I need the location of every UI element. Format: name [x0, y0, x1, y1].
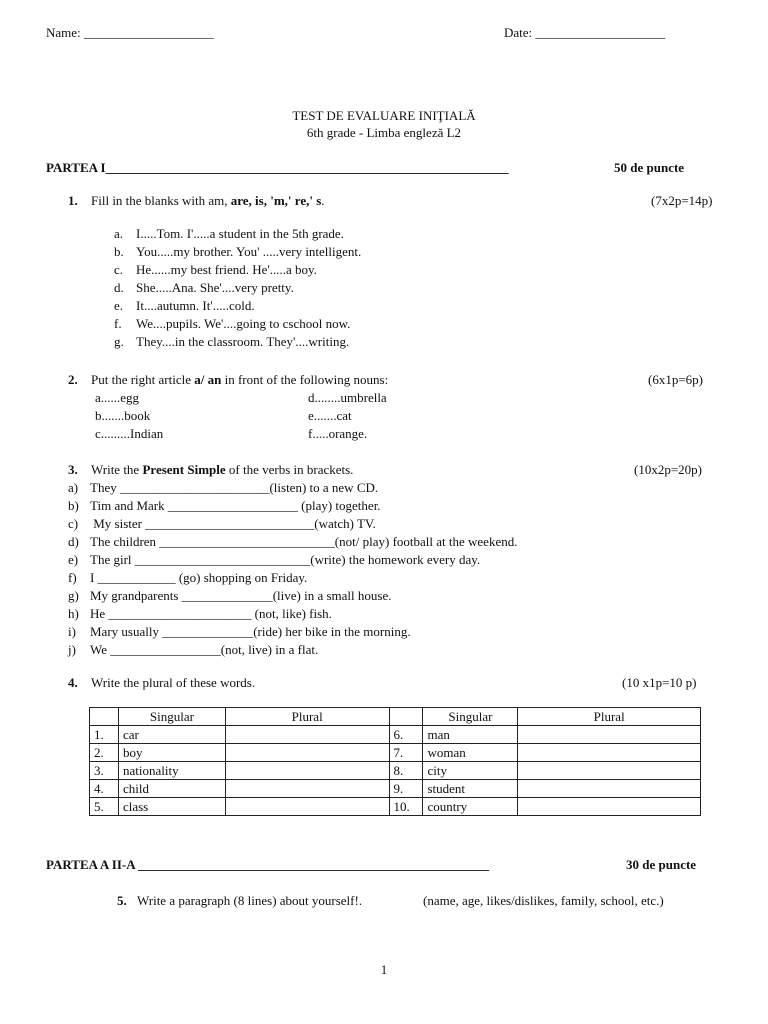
item-label: f. — [114, 316, 122, 331]
test-subtitle: 6th grade - Limba engleză L2 — [306, 125, 462, 140]
item-label: g) — [68, 588, 79, 603]
ex2-number: 2. — [68, 372, 78, 387]
plural-answer-cell[interactable] — [518, 780, 701, 798]
list-item — [114, 226, 361, 244]
ex1-instruction-a: Fill in the blanks with am, — [91, 193, 231, 208]
plural-answer-cell[interactable] — [518, 744, 701, 762]
table-row — [90, 726, 701, 744]
ex3-instruction-c: of the verbs in brackets. — [225, 462, 354, 477]
item-label: f) — [68, 570, 77, 585]
table-row — [90, 762, 701, 780]
ex5-instruction: Write a paragraph (8 lines) about yourself!. — [137, 893, 363, 908]
name-field-label: Name: ____________________ — [46, 25, 214, 40]
row-number: 1. — [90, 726, 119, 744]
list-item — [68, 516, 517, 534]
ex3-instruction-b: Present Simple — [142, 462, 226, 477]
ex2-noun-a: a......egg — [95, 390, 140, 405]
date-field-label: Date: ____________________ — [504, 25, 666, 40]
singular-word: class — [118, 798, 225, 816]
item-text: The girl ___________________________(write) the homework every day. — [90, 552, 481, 567]
item-text: Tim and Mark ____________________ (play) together. — [90, 498, 381, 513]
ex4-score: (10 x1p=10 p) — [622, 675, 697, 690]
ex1-instruction-b: are, is, 'm,' re,' s — [230, 193, 322, 208]
item-label: d) — [68, 534, 79, 549]
row-number: 9. — [389, 780, 423, 798]
list-item — [68, 498, 517, 516]
table-row — [90, 744, 701, 762]
item-label: d. — [114, 280, 124, 295]
ex1-number: 1. — [68, 193, 78, 208]
ex2-noun-e: e.......cat — [308, 408, 352, 423]
ex1-instruction-c: . — [321, 193, 325, 208]
item-text: I.....Tom. I'.....a student in the 5th grade. — [136, 226, 344, 241]
plural-answer-cell[interactable] — [518, 726, 701, 744]
item-text: My sister __________________________(watch) TV. — [90, 516, 376, 531]
ex2-instruction-b: a/ an — [194, 372, 222, 387]
table-header-singular: Singular — [118, 708, 225, 726]
ex5-hint: (name, age, likes/dislikes, family, school, etc.) — [423, 893, 664, 908]
item-text: I ____________ (go) shopping on Friday. — [90, 570, 308, 585]
table-header-cell — [90, 708, 119, 726]
singular-word: country — [423, 798, 518, 816]
plural-table — [89, 707, 701, 816]
singular-word: man — [423, 726, 518, 744]
item-text: They _______________________(listen) to a new CD. — [90, 480, 379, 495]
ex2-score: (6x1p=6p) — [648, 372, 703, 387]
item-label: e) — [68, 552, 79, 567]
item-label: b. — [114, 244, 124, 259]
singular-word: child — [118, 780, 225, 798]
plural-answer-cell[interactable] — [225, 726, 389, 744]
singular-word: car — [118, 726, 225, 744]
item-label: b) — [68, 498, 79, 513]
row-number: 7. — [389, 744, 423, 762]
item-label: e. — [114, 298, 124, 313]
table-header-plural: Plural — [225, 708, 389, 726]
item-text: We....pupils. We'....going to cschool now. — [136, 316, 351, 331]
part2-points: 30 de puncte — [626, 857, 697, 872]
ex2-noun-d: d........umbrella — [308, 390, 387, 405]
list-item — [114, 280, 361, 298]
singular-word: boy — [118, 744, 225, 762]
singular-word: woman — [423, 744, 518, 762]
row-number: 8. — [389, 762, 423, 780]
part1-heading: PARTEA I______________________________________________________________ — [46, 160, 509, 175]
plural-answer-cell[interactable] — [225, 780, 389, 798]
ex2-instruction-c: in front of the following nouns: — [221, 372, 389, 387]
table-row — [90, 798, 701, 816]
list-item — [114, 244, 361, 262]
list-item — [114, 262, 361, 280]
list-item — [68, 588, 517, 606]
item-text: He......my best friend. He'.....a boy. — [136, 262, 317, 277]
list-item — [68, 570, 517, 588]
item-label: c) — [68, 516, 79, 531]
ex3-score: (10x2p=20p) — [634, 462, 702, 477]
item-label: g. — [114, 334, 124, 349]
item-text: He ______________________ (not, like) fish. — [90, 606, 332, 621]
item-text: The children ___________________________(not/ play) football at the weekend. — [90, 534, 518, 549]
list-item — [68, 606, 517, 624]
ex2-noun-b: b.......book — [95, 408, 151, 423]
table-header-plural: Plural — [518, 708, 701, 726]
list-item — [68, 480, 517, 498]
plural-answer-cell[interactable] — [225, 762, 389, 780]
plural-answer-cell[interactable] — [225, 744, 389, 762]
singular-word: city — [423, 762, 518, 780]
table-row — [90, 780, 701, 798]
item-text: She.....Ana. She'....very pretty. — [136, 280, 294, 295]
item-label: a) — [68, 480, 79, 495]
table-header-cell — [389, 708, 423, 726]
ex5-number: 5. — [117, 893, 127, 908]
ex1-list — [114, 226, 361, 352]
singular-word: student — [423, 780, 518, 798]
ex3-number: 3. — [68, 462, 78, 477]
list-item — [68, 552, 517, 570]
table-header-row — [90, 708, 701, 726]
item-label: j) — [68, 642, 76, 657]
list-item — [114, 316, 361, 334]
list-item — [114, 334, 361, 352]
ex4-instruction: Write the plural of these words. — [91, 675, 256, 690]
plural-answer-cell[interactable] — [518, 762, 701, 780]
item-text: They....in the classroom. They'....writing. — [136, 334, 350, 349]
test-title: TEST DE EVALUARE INIŢIALĂ — [292, 108, 476, 123]
item-label: a. — [114, 226, 124, 241]
page-number: 1 — [380, 962, 388, 977]
item-text: My grandparents ______________(live) in a small house. — [90, 588, 392, 603]
item-text: You.....my brother. You' .....very intelligent. — [136, 244, 362, 259]
plural-answer-cell[interactable] — [225, 798, 389, 816]
ex2-noun-f: f.....orange. — [308, 426, 368, 441]
ex2-instruction — [91, 372, 388, 388]
ex2-noun-c: c.........Indian — [95, 426, 164, 441]
ex3-list — [68, 480, 517, 660]
item-text: We _________________(not, live) in a flat. — [90, 642, 319, 657]
ex1-score: (7x2p=14p) — [651, 193, 713, 208]
row-number: 5. — [90, 798, 119, 816]
plural-answer-cell[interactable] — [518, 798, 701, 816]
ex4-number: 4. — [68, 675, 78, 690]
item-text: It....autumn. It'.....cold. — [136, 298, 255, 313]
ex3-instruction-a: Write the — [91, 462, 143, 477]
ex1-instruction — [91, 193, 325, 209]
list-item — [68, 624, 517, 642]
item-text: Mary usually ______________(ride) her bike in the morning. — [90, 624, 411, 639]
list-item — [68, 642, 517, 660]
row-number: 2. — [90, 744, 119, 762]
singular-word: nationality — [118, 762, 225, 780]
ex2-instruction-a: Put the right article — [91, 372, 195, 387]
table-header-singular: Singular — [423, 708, 518, 726]
item-label: c. — [114, 262, 124, 277]
row-number: 3. — [90, 762, 119, 780]
part1-points: 50 de puncte — [614, 160, 685, 175]
row-number: 10. — [389, 798, 423, 816]
part2-heading: PARTEA A II-A ______________________________________________________ — [46, 857, 490, 872]
row-number: 6. — [389, 726, 423, 744]
list-item — [114, 298, 361, 316]
row-number: 4. — [90, 780, 119, 798]
item-label: h) — [68, 606, 79, 621]
ex3-instruction — [91, 462, 353, 478]
list-item — [68, 534, 517, 552]
item-label: i) — [68, 624, 76, 639]
